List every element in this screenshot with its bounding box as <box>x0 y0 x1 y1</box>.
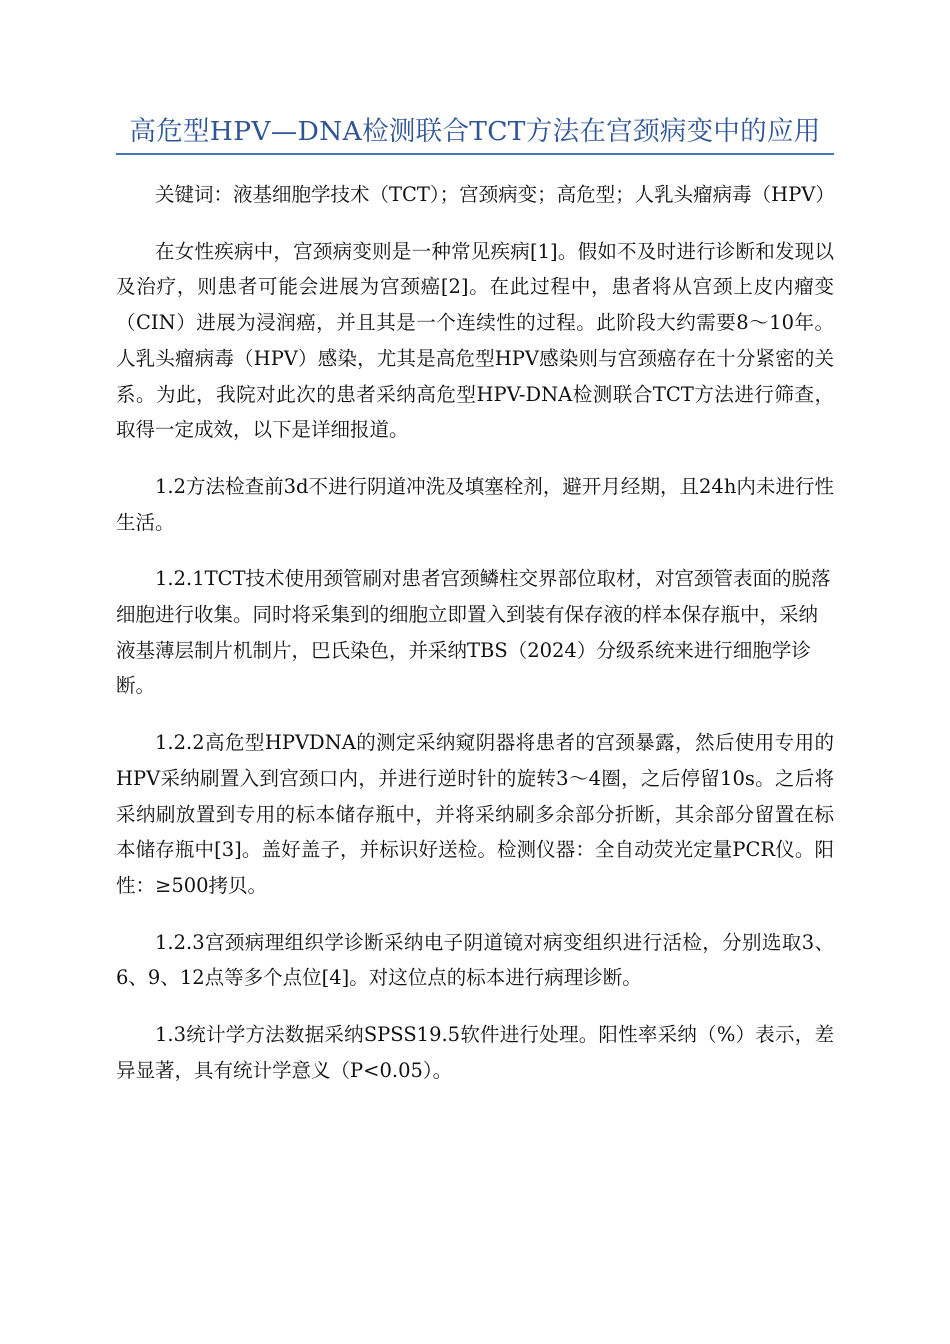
method-paragraph: 1.2方法检查前3d不进行阴道冲洗及填塞栓剂，避开月经期，且24h内未进行性生活。 <box>116 474 834 534</box>
pathology-method-paragraph: 1.2.3宫颈病理组织学诊断采纳电子阴道镜对病变组织进行活检，分别选取3、6、9、12点等多个点位[4]。对这位点的标本进行病理诊断。 <box>116 930 834 990</box>
hpv-dna-method-paragraph: 1.2.2高危型HPVDNA的测定采纳窥阴器将患者的宫颈暴露，然后使用专用的HPV采纳刷置入到宫颈口内，并进行逆时针的旋转3～4圈，之后停留10s。之后将采纳刷放置到专用的标本储存瓶中，并将采纳刷多余部分折断，其余部分留置在标本储存瓶中[3]。盖好盖子，并标识好送检。检测仪器：全自动荧光定量PCR仪。阳性：≥500拷贝。 <box>116 731 834 897</box>
title-underline <box>116 153 834 155</box>
document-title: 高危型HPV—DNA检测联合TCT方法在宫颈病变中的应用 <box>129 116 821 147</box>
tct-method-paragraph: 1.2.1TCT技术使用颈管刷对患者宫颈鳞柱交界部位取材，对宫颈管表面的脱落细胞进行收集。同时将采集到的细胞立即置入到装有保存液的样本保存瓶中，采纳液基薄层制片机制片，巴氏染色，并采纳TBS（2024）分级系统来进行细胞学诊断。 <box>116 567 831 698</box>
document-body <box>116 177 834 1109</box>
statistics-paragraph: 1.3统计学方法数据采纳SPSS19.5软件进行处理。阳性率采纳（%）表示，差异显著，具有统计学意义（P<0.05）。 <box>116 1023 834 1082</box>
introduction-paragraph: 在女性疾病中，宫颈病变则是一种常见疾病[1]。假如不及时进行诊断和发现以及治疗，则患者可能会进展为宫颈癌[2]。在此过程中，患者将从宫颈上皮内瘤变（CIN）进展为浸润癌，并且其是一个连续性的过程。此阶段大约需要8～10年。人乳头瘤病毒（HPV）感染，尤其是高危型HPV感染则与宫颈癌存在十分紧密的关系。为此，我院对此次的患者采纳高危型HPV-DNA检测联合TCT方法进行筛查，取得一定成效，以下是详细报道。 <box>116 239 834 442</box>
keywords-paragraph: 关键词：液基细胞学技术（TCT）；宫颈病变；高危型；人乳头瘤病毒（HPV） <box>155 183 835 206</box>
